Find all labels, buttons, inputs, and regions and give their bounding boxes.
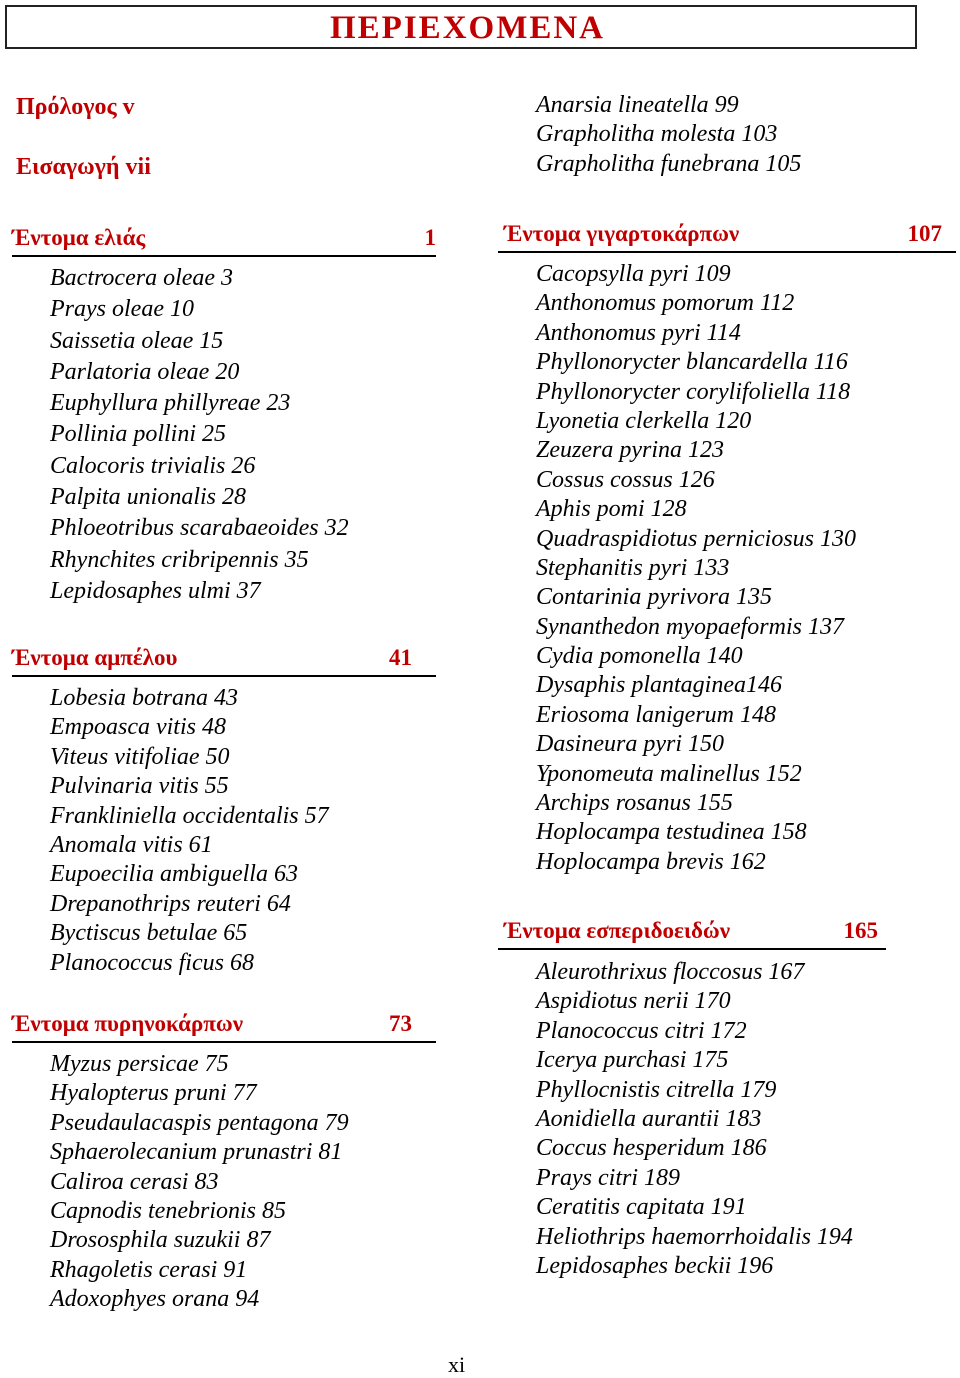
section-title: Έντομα εσπεριδοειδών	[504, 918, 731, 943]
toc-species-entry[interactable]: Yponomeuta malinellus 152	[536, 760, 802, 787]
toc-species-entry[interactable]: Grapholitha molesta 103	[536, 121, 778, 148]
toc-species-entry[interactable]: Pulvinaria vitis 55	[50, 773, 229, 800]
toc-species-entry[interactable]: Lepidosaphes beckii 196	[536, 1252, 774, 1279]
page-number: xi	[448, 1352, 466, 1377]
toc-species-entry[interactable]: Eriosoma lanigerum 148	[536, 701, 776, 728]
toc-species-entry[interactable]: Phloeotribus scarabaeoides 32	[50, 515, 349, 542]
toc-species-entry[interactable]: Icerya purchasi 175	[536, 1047, 729, 1074]
toc-species-entry[interactable]: Myzus persicae 75	[50, 1051, 229, 1077]
toc-species-entry[interactable]: Dysaphis plantaginea146	[536, 672, 782, 699]
toc-species-entry[interactable]: Rhagoletis cerasi 91	[50, 1256, 248, 1283]
toc-species-entry[interactable]: Cacopsylla pyri 109	[536, 261, 731, 287]
toc-species-entry[interactable]: Aonidiella aurantii 183	[536, 1105, 762, 1132]
toc-species-entry[interactable]: Parlatoria oleae 20	[50, 358, 240, 385]
toc-species-entry[interactable]: Saissetia oleae 15	[50, 327, 224, 354]
toc-species-entry[interactable]: Eupoecilia ambiguella 63	[50, 861, 298, 888]
section-page: 1	[424, 225, 436, 250]
toc-species-entry[interactable]: Dasineura pyri 150	[536, 731, 724, 758]
section-title: Έντομα ελιάς	[12, 225, 146, 250]
toc-species-entry[interactable]: Frankliniella occidentalis 57	[50, 802, 329, 829]
toc-entry-preface[interactable]: Πρόλογος v	[16, 94, 135, 120]
toc-species-entry[interactable]: Lobesia botrana 43	[50, 685, 239, 711]
toc-species-entry[interactable]: Ceratitis capitata 191	[536, 1194, 747, 1221]
toc-species-entry[interactable]: Phyllonorycter blancardella 116	[536, 349, 848, 376]
toc-entry-introduction[interactable]: Εισαγωγή vii	[16, 154, 151, 180]
toc-species-entry[interactable]: Anthonomus pomorum 112	[536, 290, 795, 317]
species-list-citrus	[536, 958, 853, 1281]
toc-species-entry[interactable]: Aphis pomi 128	[536, 496, 687, 523]
toc-species-entry[interactable]: Hoplocampa brevis 162	[536, 848, 766, 875]
toc-species-entry[interactable]: Hoplocampa testudinea 158	[536, 819, 807, 846]
toc-species-entry[interactable]: Planococcus citri 172	[536, 1017, 747, 1044]
section-page: 165	[843, 918, 878, 943]
toc-species-entry[interactable]: Caliroa cerasi 83	[50, 1168, 219, 1195]
toc-species-entry[interactable]: Drepanothrips reuteri 64	[50, 890, 291, 917]
section-title: Έντομα αμπέλου	[12, 645, 178, 670]
toc-species-entry[interactable]: Byctiscus betulae 65	[50, 920, 248, 947]
toc-species-entry[interactable]: Hyalopterus pruni 77	[50, 1080, 257, 1107]
toc-species-entry[interactable]: Empoasca vitis 48	[50, 714, 226, 741]
species-list-pome-fruit	[536, 260, 856, 877]
section-page: 41	[389, 645, 412, 670]
section-title: Έντομα πυρηνοκάρπων	[12, 1011, 243, 1036]
section-header-vine[interactable]	[12, 645, 436, 677]
toc-species-entry[interactable]: Cossus cossus 126	[536, 466, 715, 493]
section-header-olive[interactable]	[12, 225, 436, 257]
toc-species-entry[interactable]: Phyllonorycter corylifoliella 118	[536, 378, 851, 405]
page-title: ΠΕΡΙΕΧΟΜΕΝΑ	[330, 10, 606, 46]
toc-species-entry[interactable]: Cydia pomonella 140	[536, 643, 743, 670]
toc-species-entry[interactable]: Bactrocera oleae 3	[50, 265, 234, 291]
section-page: 107	[907, 221, 942, 246]
species-list-continued	[536, 91, 801, 179]
toc-species-entry[interactable]: Lyonetia clerkella 120	[536, 407, 752, 434]
toc-species-entry[interactable]: Lepidosaphes ulmi 37	[50, 577, 261, 604]
toc-species-entry[interactable]: Rhynchites cribripennis 35	[50, 546, 309, 573]
toc-species-entry[interactable]: Planococcus ficus 68	[50, 949, 254, 976]
toc-species-entry[interactable]: Capnodis tenebrionis 85	[50, 1197, 287, 1224]
toc-species-entry[interactable]: Adoxophyes orana 94	[50, 1286, 260, 1313]
section-header-pome-fruit[interactable]	[498, 221, 956, 253]
species-list-stone-fruit	[50, 1050, 349, 1315]
toc-species-entry[interactable]: Anarsia lineatella 99	[536, 92, 739, 118]
toc-species-entry[interactable]: Contarinia pyrivora 135	[536, 584, 773, 611]
section-title: Έντομα γιγαρτοκάρπων	[504, 221, 740, 246]
toc-species-entry[interactable]: Prays citri 189	[536, 1164, 680, 1191]
toc-species-entry[interactable]: Heliothrips haemorrhoidalis 194	[536, 1223, 853, 1250]
toc-species-entry[interactable]: Quadraspidiotus perniciosus 130	[536, 525, 857, 552]
toc-species-entry[interactable]: Calocoris trivialis 26	[50, 452, 256, 479]
toc-species-entry[interactable]: Pollinia pollini 25	[50, 421, 227, 448]
toc-species-entry[interactable]: Palpita unionalis 28	[50, 484, 247, 511]
species-list-vine	[50, 684, 329, 978]
toc-species-entry[interactable]: Zeuzera pyrina 123	[536, 437, 724, 464]
toc-species-entry[interactable]: Stephanitis pyri 133	[536, 554, 730, 581]
toc-species-entry[interactable]: Viteus vitifoliae 50	[50, 743, 230, 770]
toc-species-entry[interactable]: Anomala vitis 61	[50, 831, 213, 858]
toc-species-entry[interactable]: Sphaerolecanium prunastri 81	[50, 1139, 343, 1166]
toc-species-entry[interactable]: Aspidiotus nerii 170	[536, 988, 731, 1015]
toc-species-entry[interactable]: Grapholitha funebrana 105	[536, 150, 802, 177]
toc-species-entry[interactable]: Coccus hesperidum 186	[536, 1135, 767, 1162]
section-page: 73	[389, 1011, 412, 1036]
species-list-olive	[50, 263, 349, 607]
toc-species-entry[interactable]: Archips rosanus 155	[536, 790, 733, 817]
section-header-stone-fruit[interactable]	[12, 1011, 436, 1043]
toc-species-entry[interactable]: Drososphila suzukii 87	[50, 1227, 271, 1254]
toc-species-entry[interactable]: Anthonomus pyri 114	[536, 319, 741, 346]
toc-species-entry[interactable]: Prays oleae 10	[50, 296, 194, 323]
section-header-citrus[interactable]	[498, 918, 886, 950]
toc-species-entry[interactable]: Synanthedon myopaeformis 137	[536, 613, 844, 640]
toc-species-entry[interactable]: Aleurothrixus floccosus 167	[536, 959, 805, 985]
toc-species-entry[interactable]: Pseudaulacaspis pentagona 79	[50, 1109, 349, 1136]
toc-species-entry[interactable]: Phyllocnistis citrella 179	[536, 1076, 777, 1103]
toc-species-entry[interactable]: Euphyllura phillyreae 23	[50, 390, 291, 417]
